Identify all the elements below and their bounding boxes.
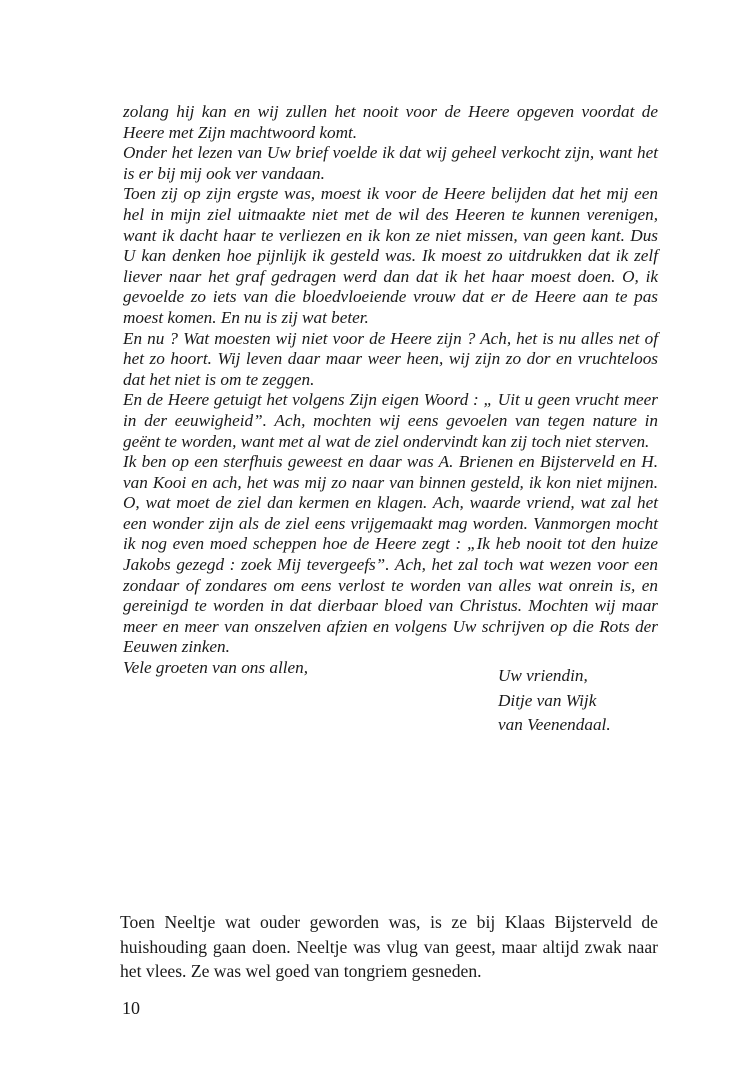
letter-paragraph: En nu ? Wat moesten wij niet voor de Heere zijn ? Ach, het is nu alles net of het zo hoort. Wij leven daar maar weer heen, wij zijn zo dor en vruchteloos dat het niet is om te zeggen.: [123, 328, 658, 389]
letter-paragraph: Ik ben op een sterfhuis geweest en daar was A. Brienen en Bijsterveld en H. van Kooi en ach, het was mij zo naar van binnen gesteld, ik kon niet mijnen. O, wat moet de ziel dan kermen en klagen. Ach, waarde vriend, wat zal het een wonder zijn als de ziel eens vrijgemaakt mag worden. Vanmorgen mocht ik nog even moed scheppen hoe de Heere zegt : „Ik heb nooit tot den huize Jakobs gezegd : zoek Mij tevergeefs”. Ach, het zal toch wat wezen voor een zondaar of zondares om eens verlost te worden van alles wat onrein is, en gereinigd te worden in dat dierbaar bloed van Christus. Mochten wij maar meer en meer van onszelven afzien en volgens Uw schrijven op die Rots der Eeuwen zinken.: [123, 452, 658, 657]
letter-signature: [498, 664, 611, 738]
letter-greeting: Vele groeten van ons allen,: [123, 658, 309, 678]
signature-line: Uw vriendin,: [498, 666, 588, 686]
letter-paragraph: zolang hij kan en wij zullen het nooit voor de Heere opgeven voordat de Heere met Zijn machtwoord komt.: [123, 102, 658, 142]
letter-paragraph: Onder het lezen van Uw brief voelde ik dat wij geheel verkocht zijn, want het is er bij mij ook ver vandaan.: [123, 143, 658, 183]
letter-body: [123, 102, 658, 738]
letter-closing: [123, 658, 658, 738]
letter-paragraph: En de Heere getuigt het volgens Zijn eigen Woord : „ Uit u geen vrucht meer in der eeuwigheid”. Ach, mochten wij eens gevoelen van tegen nature in geënt te worden, want met al wat de ziel ondervindt kan zij toch niet sterven.: [123, 390, 658, 451]
letter-paragraph: Toen zij op zijn ergste was, moest ik voor de Heere belijden dat het mij een hel in mijn ziel uitmaakte niet met de wil des Heeren te kunnen verenigen, want ik dacht haar te verliezen en ik kon ze niet missen, van geen kant. Dus U kan denken hoe pijnlijk ik gesteld was. Ik moest zo uitdrukken dat ik zelf liever naar het graf gedragen werd dan dat ik het haar moest doen. O, ik gevoelde zo iets van die bloedvloeiende vrouw dat er de Heere aan te pas moest komen. En nu is zij wat beter.: [123, 184, 658, 327]
signature-place: van Veenendaal.: [498, 715, 611, 735]
signature-name: Ditje van Wijk: [498, 690, 597, 710]
narrative-paragraph: Toen Neeltje wat ouder geworden was, is ze bij Klaas Bijsterveld de huishouding gaan doen. Neeltje was vlug van geest, maar altijd zwak naar het vlees. Ze was wel goed van tongriem gesneden.: [120, 912, 658, 981]
page-number: 10: [122, 998, 140, 1018]
